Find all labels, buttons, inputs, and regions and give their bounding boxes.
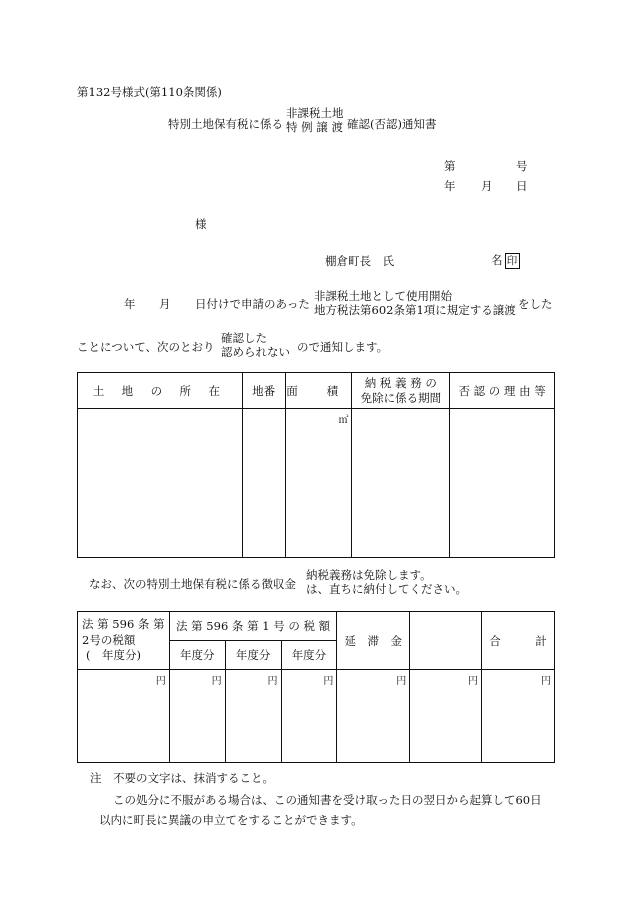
cell-area-unit: ㎡ [285,409,352,558]
note-text: 不要の文字は、抹消すること。 [113,771,274,785]
tax-table [77,611,555,763]
note-label: 注 [90,771,102,785]
body-line1-text: 日付けで申請のあった [195,297,310,311]
title-prefix: 特別土地保有税に係る [168,117,283,131]
body-option-rejected: 認められない [221,345,290,360]
doc-number-dai: 第 [444,159,456,173]
cell-yen-fy2: 円 [225,670,281,763]
title-suffix: 確認(否認)通知書 [347,117,437,131]
title-option-special-transfer: 特 例 譲 渡 [286,120,343,135]
title-options [286,106,344,135]
appeal-line-2: 以内に町長に異議の申立てをすることができます。 [99,813,363,827]
form-number: 第132号様式(第110条関係) [77,85,222,99]
header-delinquency: 延 滞 金 [337,612,410,670]
body-line2-options [221,331,290,360]
cell-yen-total: 円 [482,670,555,763]
body-line1-options [314,289,516,318]
header-area: 面 積 [285,373,352,409]
cell-yen-fy3: 円 [281,670,337,763]
header-rejection-reason: 否 認 の 理 由 等 [450,373,555,409]
seal-mark: 印 [505,253,520,269]
body-option-transfer: 地方税法第602条第1項に規定する譲渡 [314,303,516,318]
header-fiscal-year-3: 年度分 [281,641,337,670]
body-line1-suffix: をした [518,297,553,311]
tax-note-prefix: なお、次の特別土地保有税に係る徴収金 [89,577,296,591]
header-fiscal-year-2: 年度分 [225,641,281,670]
tax-note-pay: は、直ちに納付してください。 [306,582,467,597]
date-month: 月 [481,179,493,193]
body-month: 月 [159,297,171,311]
body-option-confirmed: 確認した [221,331,267,345]
tax-note-exempt: 納税義務は免除します。 [306,568,432,582]
cell-yen-blank: 円 [410,670,482,763]
header-fiscal-year-1: 年度分 [169,641,225,670]
body-year: 年 [124,297,136,311]
issuer-name [491,253,520,269]
body-option-use-start: 非課税土地として使用開始 [314,289,452,303]
body-line2-prefix: ことについて、次のとおり [77,340,215,354]
issuer-name-label: 名 [491,253,503,267]
header-article-596-2: 法 第 596 条 第 2号の税額 ( 年度分) [78,612,170,670]
land-table [77,372,555,558]
addressee-suffix: 様 [195,217,207,231]
header-lot-number: 地番 [242,373,285,409]
cell-rejection-reason [450,409,555,558]
cell-location [78,409,243,558]
appeal-line-1: この処分に不服がある場合は、この通知書を受け取った日の翌日から起算して60日 [113,793,542,807]
cell-lot-number [242,409,285,558]
tax-note-options [306,568,467,597]
header-total: 合 計 [482,612,555,670]
cell-yen-delinquency: 円 [337,670,410,763]
header-article-596-1: 法 第 596 条 第 1 号 の 税 額 [169,612,337,641]
header-blank [410,612,482,670]
doc-number-go: 号 [516,159,528,173]
title-option-nontaxable: 非課税土地 [286,106,344,120]
body-line2-suffix: ので通知します。 [297,340,389,354]
issuer-title: 棚倉町長 氏 [325,254,394,268]
cell-yen-art2: 円 [78,670,170,763]
header-exemption-period: 納 税 義 務 の 免除に係る期間 [352,373,450,409]
date-day: 日 [516,179,528,193]
cell-yen-fy1: 円 [169,670,225,763]
header-location: 土 地 の 所 在 [78,373,243,409]
cell-exemption-period [352,409,450,558]
date-year: 年 [444,179,456,193]
